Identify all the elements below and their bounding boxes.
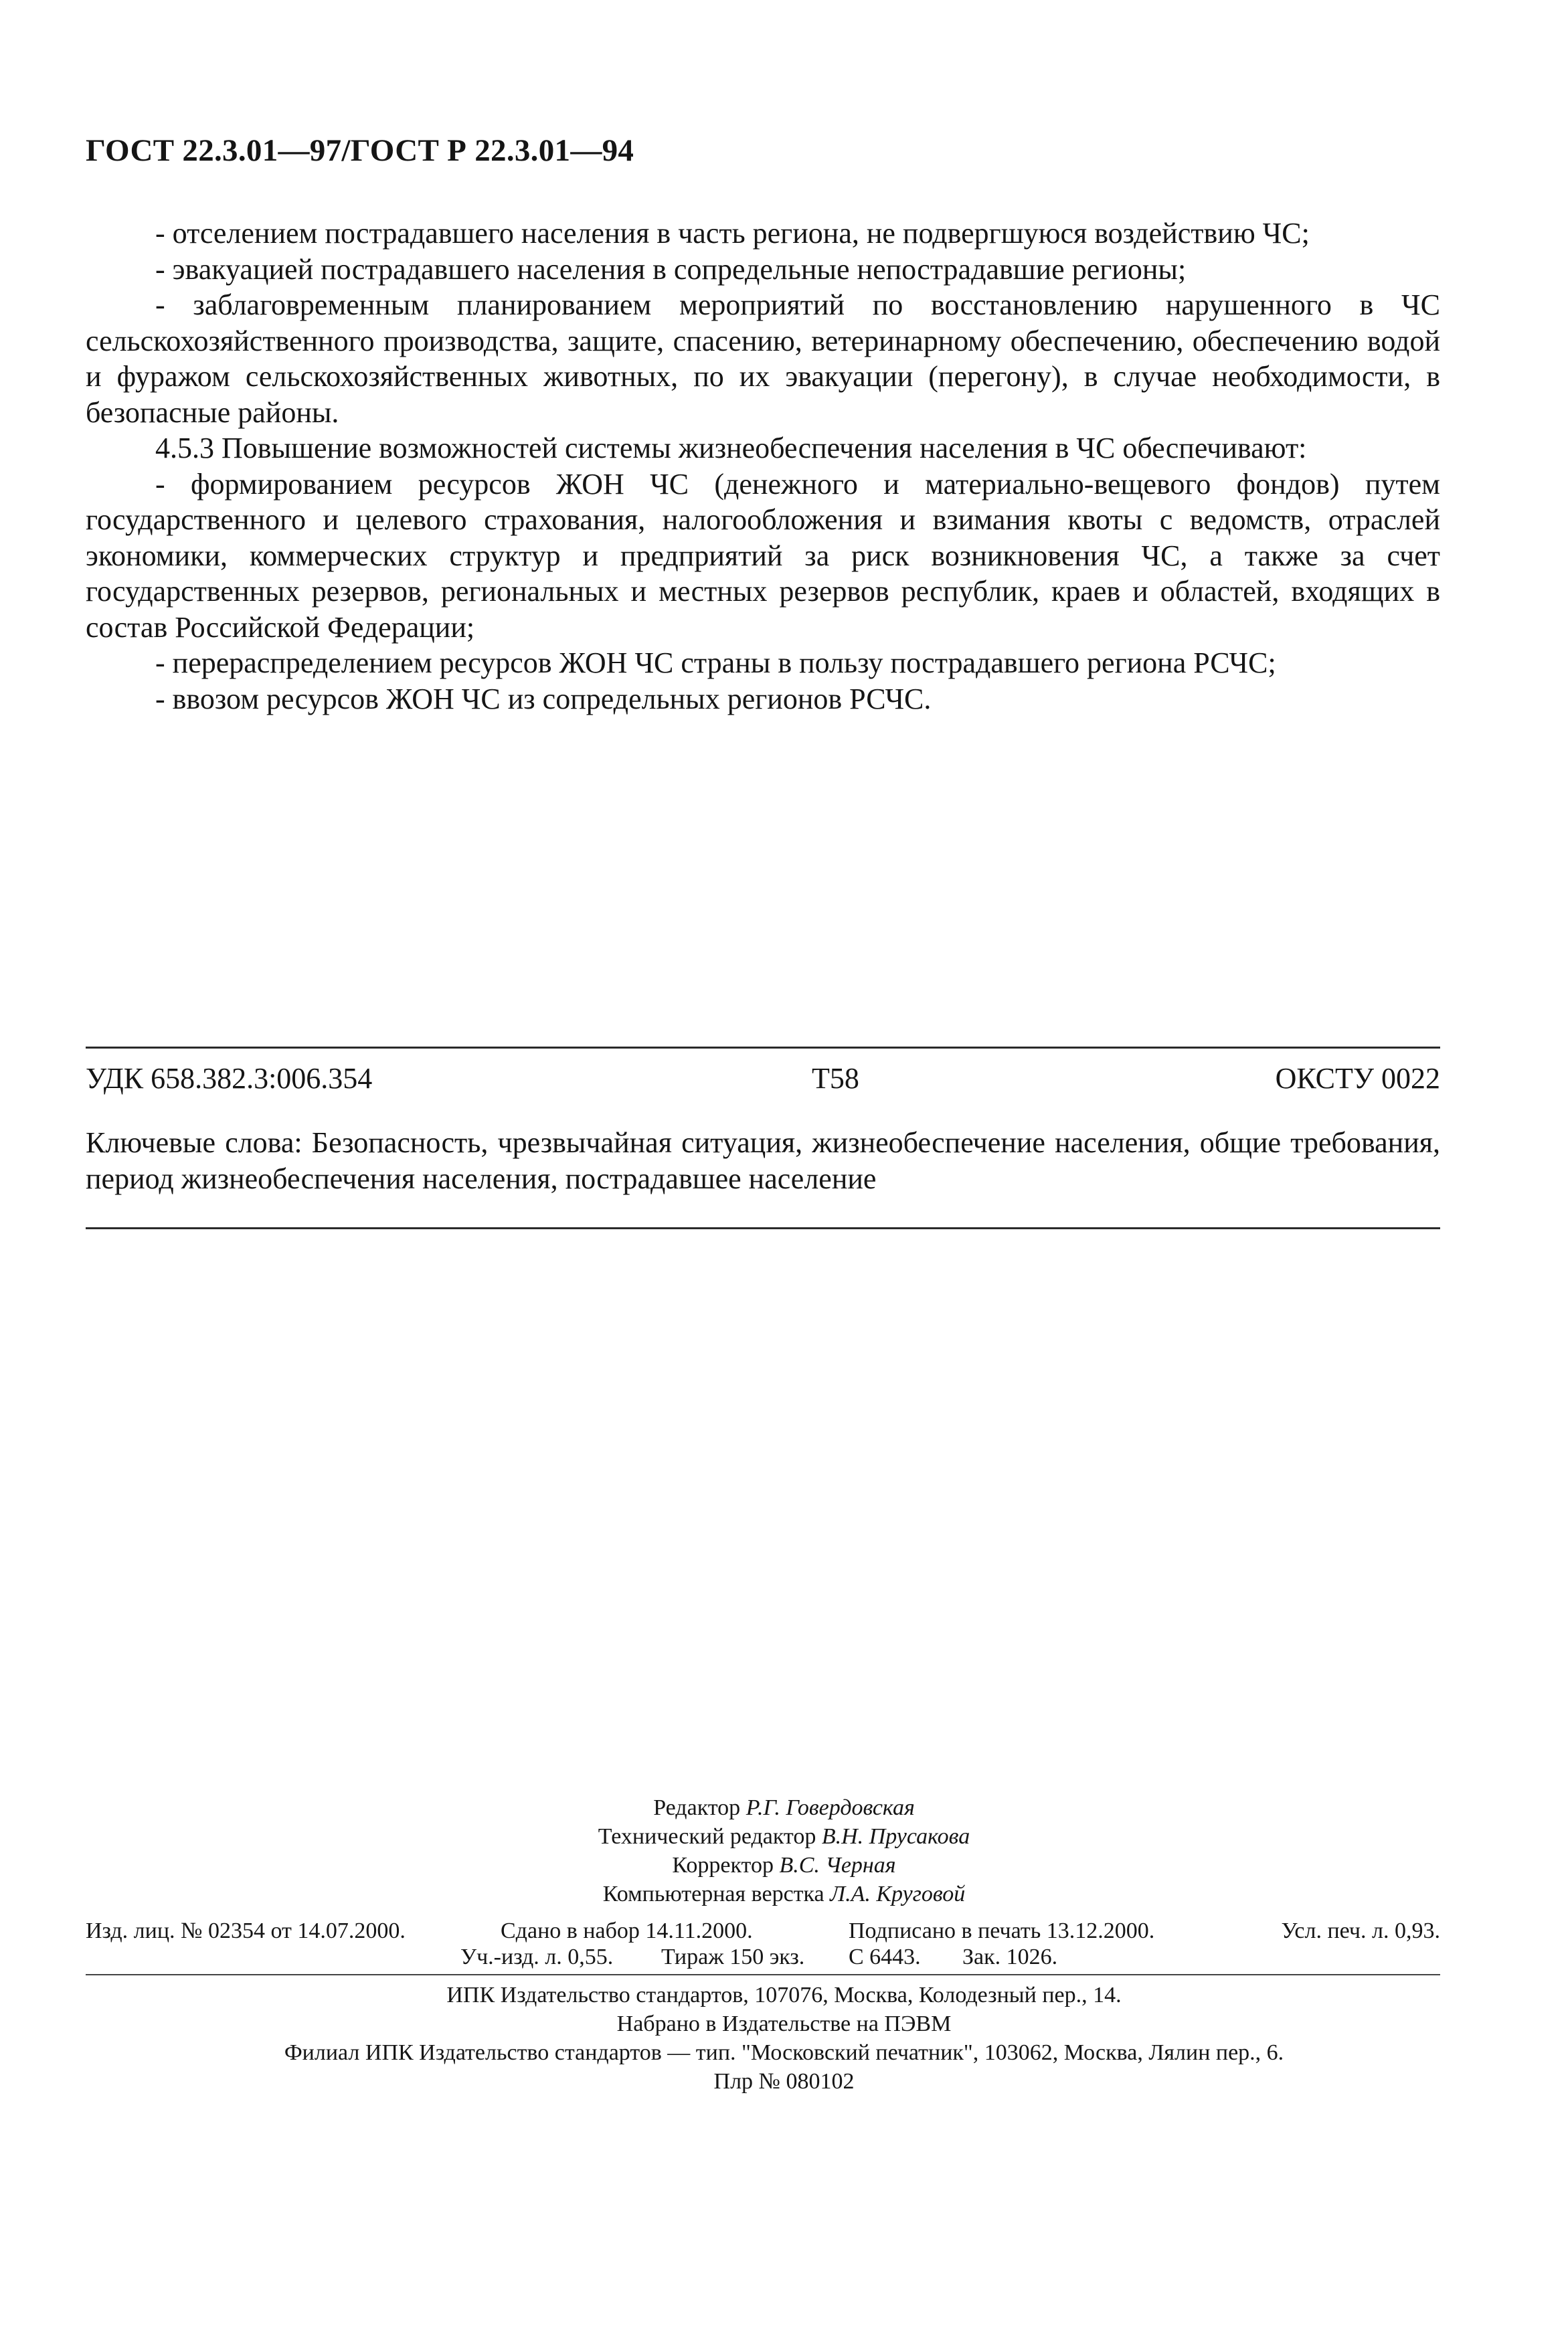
publisher-line: ИПК Издательство стандартов, 107076, Москва, Колодезный пер., 14. (446, 1983, 1122, 2007)
paragraph: - формированием ресурсов ЖОН ЧС (денежного и материально-вещевого фондов) путем государственного и целевого страхования, налогообложения и взимания квоты с ведомств, отраслей экономики, коммерческих структур и предприятий за риск возникновения ЧС, а также за счет государственных резервов, региональных и местных резервов республик, краев и областей, входящих в состав Российской Федерации; (86, 467, 1440, 644)
imprint-pub-sheets: Уч.-изд. л. 0,55. (460, 1945, 614, 1969)
divider-bottom (86, 1227, 1440, 1229)
imprint-license: Изд. лиц. № 02354 от 14.07.2000. (86, 1918, 406, 1943)
body-text (86, 215, 1440, 717)
paragraph: 4.5.3 Повышение возможностей системы жизнеобеспечения населения в ЧС обеспечивают: (155, 432, 1307, 464)
imprint-order: Зак. 1026. (962, 1945, 1058, 1969)
credit-editor: Редактор Р.Г. Говердовская (653, 1795, 915, 1820)
publisher-line: Плр № 080102 (713, 2069, 855, 2094)
paragraph: - заблаговременным планированием мероприятий по восстановлению нарушенного в ЧС сельскохозяйственного производства, защите, спасению, ветеринарному обеспечению, обеспечению водой и фуражом сельскохозяйственных животных, по их эвакуации (перегону), в случае необходимости, в безопасные районы. (86, 288, 1440, 429)
publisher-block (0, 1981, 1568, 2096)
divider-top (86, 1047, 1440, 1049)
credit-tech-editor: Технический редактор В.Н. Прусакова (598, 1824, 970, 1849)
keywords: Ключевые слова: Безопасность, чрезвычайная ситуация, жизнеобеспечение населения, общие требования, период жизнеобеспечения населения, пострадавшее население (86, 1126, 1440, 1195)
paragraph: - отселением пострадавшего населения в часть региона, не подвергшуюся воздействию ЧС; (155, 217, 1310, 250)
paragraph: - эвакуацией пострадавшего населения в сопредельные непострадавшие регионы; (155, 252, 1187, 286)
udk-code: УДК 658.382.3:006.354 (86, 1062, 373, 1095)
credit-layout: Компьютерная верстка Л.А. Круговой (602, 1882, 966, 1906)
imprint-run: Тираж 150 экз. (661, 1945, 805, 1969)
imprint-print-sheets: Усл. печ. л. 0,93. (1281, 1918, 1440, 1943)
publisher-line: Набрано в Издательстве на ПЭВМ (616, 2011, 952, 2036)
okstu-code: ОКСТУ 0022 (1275, 1062, 1440, 1095)
index-code: Т58 (812, 1062, 859, 1095)
imprint-code: С 6443. (849, 1945, 921, 1969)
classification-row (86, 1061, 1440, 1101)
imprint-row-1 (86, 1918, 1440, 1948)
paragraph: - ввозом ресурсов ЖОН ЧС из сопредельных регионов РСЧС. (155, 682, 932, 715)
document-header: ГОСТ 22.3.01—97/ГОСТ Р 22.3.01—94 (86, 133, 634, 168)
imprint-row-2 (86, 1945, 1440, 1974)
publisher-line: Филиал ИПК Издательство стандартов — тип. "Московский печатник", 103062, Москва, Лялин пер., 6. (284, 2040, 1284, 2065)
imprint-typeset: Сдано в набор 14.11.2000. (501, 1918, 753, 1943)
imprint-signed: Подписано в печать 13.12.2000. (849, 1918, 1155, 1943)
credit-corrector: Корректор В.С. Черная (672, 1853, 896, 1878)
paragraph: - перераспределением ресурсов ЖОН ЧС страны в пользу пострадавшего региона РСЧС; (155, 646, 1276, 679)
imprint-divider (86, 1974, 1440, 1975)
credits-block (0, 1793, 1568, 1908)
